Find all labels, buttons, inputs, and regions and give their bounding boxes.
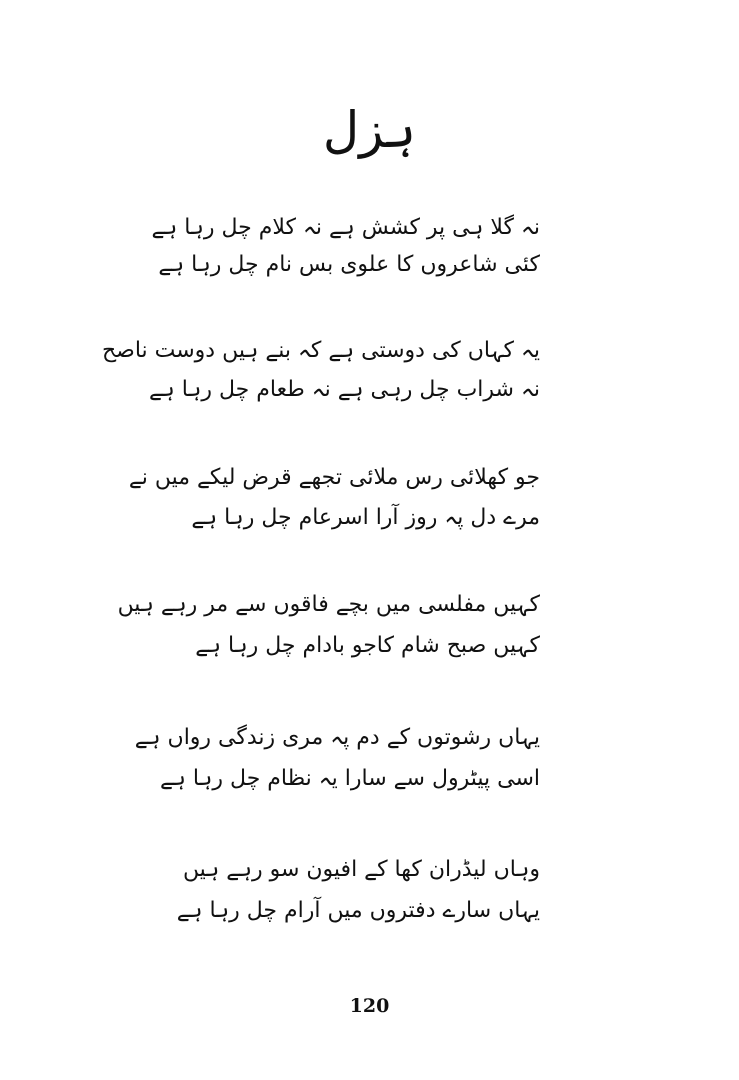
verse-line: یہ کہاں کی دوستی ہے کہ بنے ہیں دوست ناصح	[101, 338, 540, 363]
verse-line: یہاں سارے دفتروں میں آرام چل رہا ہے	[176, 898, 540, 923]
verse-line: کئی شاعروں کا علوی بس نام چل رہا ہے	[158, 252, 540, 277]
verse-line: نہ شراب چل رہی ہے نہ طعام چل رہا ہے	[149, 377, 540, 402]
verse-line: وہاں لیڈران کھا کے افیون سو رہے ہیں	[182, 857, 540, 882]
verse-line: جو کھلائی رس ملائی تجھے قرض لیکے میں نے	[128, 465, 540, 490]
verse-line: یہاں رشوتوں کے دم پہ مری زندگی رواں ہے	[134, 725, 540, 750]
verse-line: مرے دل پہ روز آرا اسرعام چل رہا ہے	[191, 505, 540, 530]
verse-line: کہیں صبح شام کاجو بادام چل رہا ہے	[195, 633, 540, 658]
verse-line: کہیں مفلسی میں بچے فاقوں سے مر رہے ہیں	[117, 592, 540, 617]
verse-line: اسی پیٹرول سے سارا یہ نظام چل رہا ہے	[160, 766, 540, 791]
verse-line: نہ گلا ہی پر کشش ہے نہ کلام چل رہا ہے	[151, 215, 540, 240]
poem-title: ہزل	[322, 101, 417, 159]
page-number: 120	[349, 995, 390, 1017]
